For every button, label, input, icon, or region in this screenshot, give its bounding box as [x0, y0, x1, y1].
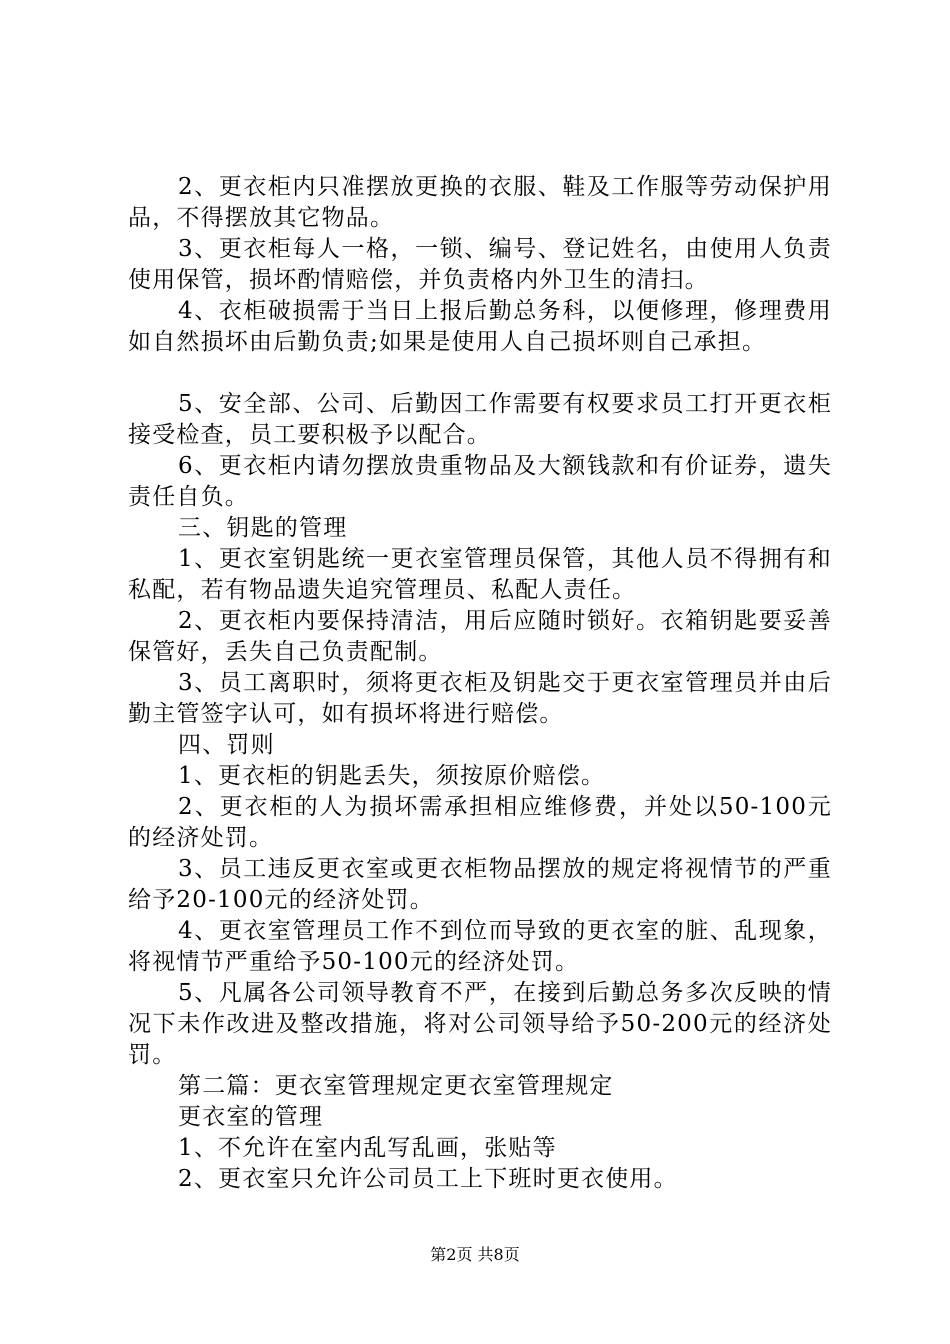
paragraph-keys-cleanliness: 2、更衣柜内要保持清洁，用后应随时锁好。衣箱钥匙要妥善保管好，丢失自己负责配制。: [128, 608, 832, 665]
chapter-heading-part-two: 第二篇：更衣室管理规定更衣室管理规定: [178, 1073, 614, 1099]
paragraph-penalty-damage: 2、更衣柜的人为损坏需承担相应维修费，并处以50-100元的经济处罚。: [128, 794, 832, 851]
paragraph-penalty-lost-key: 1、更衣柜的钥匙丢失，须按原价赔偿。: [178, 763, 606, 789]
paragraph-room-no-graffiti: 1、不允许在室内乱写乱画，张贴等: [178, 1135, 557, 1161]
paragraph-locker-assignment: 3、更衣柜每人一格，一锁、编号、登记姓名，由使用人负责使用保管，损坏酌情赔偿，并负责格内外卫生的清扫。: [128, 236, 832, 293]
paragraph-keys-custody: 1、更衣室钥匙统一更衣室管理员保管，其他人员不得拥有和私配，若有物品遗失追究管理员、私配人责任。: [128, 546, 832, 603]
paragraph-room-staff-only: 2、更衣室只允许公司员工上下班时更衣使用。: [178, 1166, 678, 1192]
paragraph-keys-resignation: 3、员工离职时，须将更衣柜及钥匙交于更衣室管理员并由后勤主管签字认可，如有损坏将进行赔偿。: [128, 670, 832, 727]
paragraph-gap: [128, 358, 832, 389]
paragraph-penalty-manager: 4、更衣室管理员工作不到位而导致的更衣室的脏、乱现象，将视情节严重给予50-100元的经济处罚。: [128, 918, 832, 975]
page-number-footer: 第2页 共8页: [430, 1245, 520, 1264]
section-heading-penalties: 四、罚则: [178, 732, 275, 758]
document-body: [128, 172, 832, 1195]
section-heading-room-management: 更衣室的管理: [178, 1104, 324, 1130]
paragraph-locker-items: 2、更衣柜内只准摆放更换的衣服、鞋及工作服等劳动保护用品，不得摆放其它物品。: [128, 174, 832, 231]
paragraph-penalty-violation: 3、员工违反更衣室或更衣柜物品摆放的规定将视情节的严重给予20-100元的经济处罚。: [128, 856, 832, 913]
paragraph-locker-valuables: 6、更衣柜内请勿摆放贵重物品及大额钱款和有价证券，遗失责任自负。: [128, 453, 832, 510]
paragraph-locker-inspection: 5、安全部、公司、后勤因工作需要有权要求员工打开更衣柜接受检查，员工要积极予以配合。: [128, 391, 832, 448]
paragraph-locker-damage: 4、衣柜破损需于当日上报后勤总务科，以便修理，修理费用如自然损坏由后勤负责;如果是使用人自己损坏则自己承担。: [128, 298, 832, 355]
paragraph-penalty-leadership: 5、凡属各公司领导教育不严，在接到后勤总务多次反映的情况下未作改进及整改措施，将对公司领导给予50-200元的经济处罚。: [128, 980, 832, 1068]
section-heading-keys: 三、钥匙的管理: [178, 515, 348, 541]
